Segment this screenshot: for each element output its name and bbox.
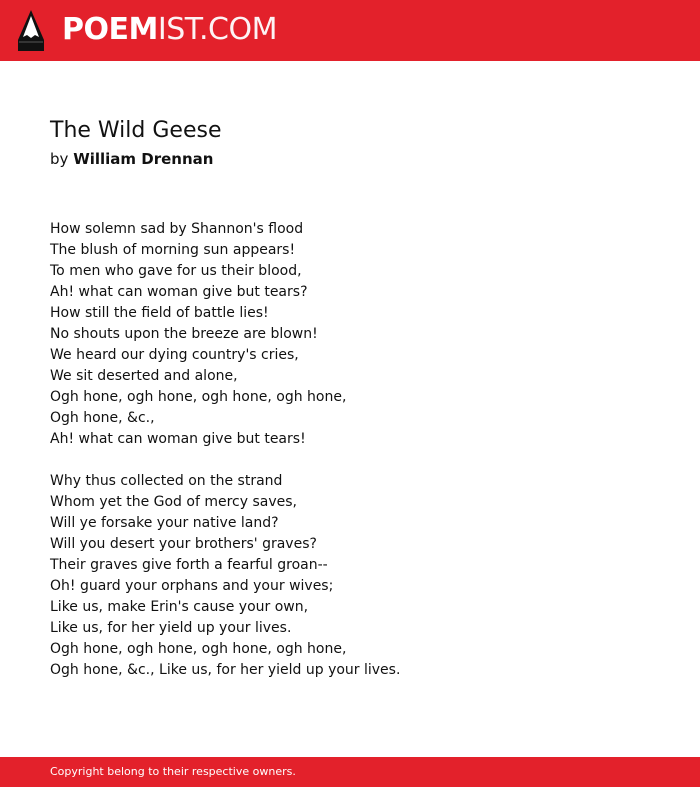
poem-line: Oh! guard your orphans and your wives;: [50, 578, 334, 594]
logo-text-bold: POEM: [62, 12, 158, 47]
poem-line: How still the field of battle lies!: [50, 305, 269, 321]
poem-line: To men who gave for us their blood,: [50, 263, 302, 279]
poem-line: Will you desert your brothers' graves?: [50, 536, 317, 552]
copyright-notice: Copyright belong to their respective owners.: [50, 765, 296, 778]
logo-text-light: IST.COM: [157, 12, 277, 47]
poem-line: Why thus collected on the strand: [50, 473, 283, 489]
site-logo[interactable]: [62, 11, 277, 49]
site-header: [0, 0, 700, 61]
poem-byline: [50, 148, 213, 170]
poem-line: Ah! what can woman give but tears?: [50, 284, 308, 300]
poem-line: Like us, make Erin's cause your own,: [50, 599, 309, 615]
poem-line: We heard our dying country's cries,: [50, 347, 299, 363]
poem-line: Their graves give forth a fearful groan--: [50, 557, 328, 573]
poem-title: The Wild Geese: [50, 118, 222, 143]
by-label: by: [50, 150, 69, 168]
poem-line: We sit deserted and alone,: [50, 368, 238, 384]
poem-line: Ogh hone, ogh hone, ogh hone, ogh hone,: [50, 389, 347, 405]
pencil-tip-icon[interactable]: [18, 10, 44, 51]
poem-line: Ogh hone, &c., Like us, for her yield up your lives.: [50, 662, 401, 678]
poem-line: Whom yet the God of mercy saves,: [50, 494, 297, 510]
poem-body: [50, 219, 650, 681]
poem-line: Ogh hone, ogh hone, ogh hone, ogh hone,: [50, 641, 347, 657]
poem-line: Will ye forsake your native land?: [50, 515, 279, 531]
poem-line: Ah! what can woman give but tears!: [50, 431, 306, 447]
poem-line: Like us, for her yield up your lives.: [50, 620, 292, 636]
poem-line: No shouts upon the breeze are blown!: [50, 326, 318, 342]
poem-line: How solemn sad by Shannon's flood: [50, 221, 304, 237]
site-footer: [0, 757, 700, 787]
poem-stanza: [50, 471, 650, 681]
poem-stanza: [50, 219, 650, 450]
poem-line: Ogh hone, &c.,: [50, 410, 155, 426]
poem-line: The blush of morning sun appears!: [50, 242, 296, 258]
poem-author: William Drennan: [73, 150, 214, 168]
